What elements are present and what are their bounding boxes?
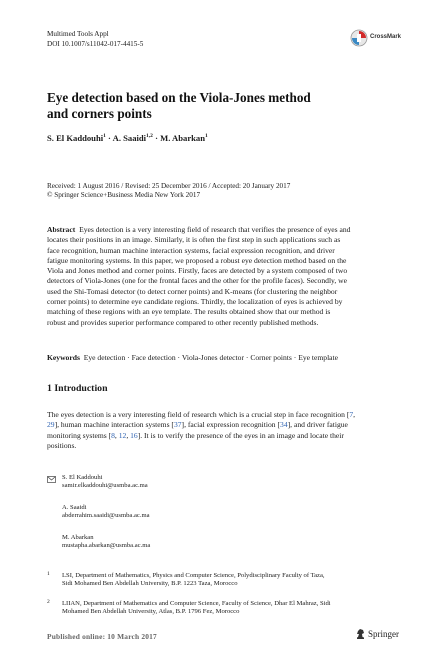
envelope-icon: [47, 476, 56, 483]
citation-link[interactable]: 37: [173, 420, 182, 430]
intro-text-fragment: ]. It is to verify the presence of the eyes in an image and locate their: [137, 430, 344, 440]
crossmark-badge[interactable]: [350, 27, 410, 49]
abstract-line: matching of these regions with an eye template. The results obtained show that our method is: [47, 307, 331, 317]
contact-entry: [62, 534, 150, 551]
author-list: [47, 133, 208, 143]
affiliation-line: Mohamed Ben Abdellah University, Atlas, B.P. 1796 Fez, Morocco: [62, 608, 240, 616]
abstract-label: Abstract: [47, 225, 76, 234]
journal-name: Multimed Tools Appl: [47, 30, 109, 38]
keywords-text: Eye detection · Face detection · Viola-Jones detector · Corner points · Eye template: [83, 353, 339, 362]
introduction-paragraph: [47, 410, 393, 451]
intro-text-fragment: ], facial expression recognition [: [181, 420, 281, 430]
contact-email[interactable]: samir.elkaddouhi@usmba.ac.ma: [62, 482, 148, 490]
intro-text-fragment: ,: [126, 430, 131, 440]
springer-logo: [355, 627, 415, 643]
abstract-line: robust and provides superior performance compared to other recently published methods.: [47, 317, 319, 327]
author-separator: ·: [108, 133, 111, 143]
author-affiliation-marker: 1,2: [146, 133, 153, 140]
citation-link[interactable]: 12: [118, 430, 127, 440]
chess-knight-icon: [355, 628, 366, 640]
intro-text-fragment: monitoring systems [: [47, 430, 112, 440]
title-line-1: Eye detection based on the Viola-Jones method: [47, 90, 311, 105]
crossmark-label: CrossMark: [370, 34, 402, 40]
affiliation-line: LSI, Department of Mathematics, Physics and Computer Science, Polydisciplinary Faculty of Taza,: [62, 572, 325, 579]
citation-link[interactable]: 8: [111, 430, 115, 440]
contact-name: S. El Kaddouhi: [62, 474, 103, 481]
contact-entry: [62, 504, 150, 521]
keywords-label: Keywords: [47, 353, 80, 362]
abstract-line: corner points) to determine eye candidate regions. Thirdly, the localization of eyes is achieved by: [47, 297, 343, 307]
title-line-2: and corners points: [47, 105, 152, 121]
contact-email[interactable]: mustapha.abarkan@usmba.ac.ma: [62, 542, 151, 550]
affiliation-line: Sidi Mohamed Ben Abdellah University, B.P. 1223 Taza, Morocco: [62, 580, 238, 588]
article-dates: Received: 1 August 2016 / Revised: 25 December 2016 / Accepted: 20 January 2017: [47, 182, 291, 190]
author-affiliation-marker: 1: [103, 133, 106, 140]
author-name: S. El Kaddouhi: [47, 133, 104, 143]
contact-entry: [62, 474, 148, 491]
intro-text-fragment: The eyes detection is a very interesting field of research which is a crucial step in face recognition [: [47, 410, 350, 419]
intro-text-fragment: ], human machine interaction systems [: [54, 420, 174, 430]
author-affiliation-marker: 1: [205, 133, 208, 140]
affiliation-number: 1: [47, 571, 50, 577]
contact-email[interactable]: abderrahim.saaidi@usmba.ac.ma: [62, 512, 150, 520]
citation-link[interactable]: 29: [47, 420, 55, 430]
keywords: [47, 353, 393, 363]
abstract-line: used the Shi-Tomasi detector (to detect corner points) and K-means (for clustering the neighbor: [47, 286, 338, 296]
abstract-line: locates their positions in an image. Similarly, it is often the first step in such applications such as: [47, 235, 341, 245]
citation-link[interactable]: 7: [349, 410, 354, 419]
author-name: M. Abarkan: [160, 133, 205, 143]
copyright-notice: © Springer Science+Business Media New York 2017: [47, 191, 201, 199]
publisher-name: Springer: [368, 629, 399, 639]
doi[interactable]: DOI 10.1007/s11042-017-4415-5: [47, 40, 144, 48]
abstract-line: Eyes detection is a very interesting field of research that verifies the presence of eyes and: [79, 225, 351, 234]
abstract-line: Viola and Jones method and corner points. Firstly, faces are detected by a system composed of two: [47, 266, 348, 276]
abstract-line: detectors of Viola-Jones (one for the frontal faces and the other for the profile faces). Secondly, we: [47, 276, 348, 286]
citation-link[interactable]: 16: [130, 430, 138, 440]
abstract-line: face recognition, human machine interaction systems, facial expression recognition, and driver: [47, 245, 335, 255]
crossmark-icon: [350, 29, 368, 47]
intro-text-fragment: ], and driver fatigue: [287, 420, 348, 430]
intro-text-fragment: ,: [353, 410, 356, 419]
affiliation-number: 2: [47, 599, 50, 605]
article-title: [47, 90, 377, 122]
intro-text-fragment: positions.: [47, 440, 77, 450]
affiliation-line: LIIAN, Department of Mathematics and Computer Science, Faculty of Science, Dhar El Mahraz, Sidi: [62, 600, 331, 607]
author-separator: ·: [155, 133, 158, 143]
section-heading: 1 Introduction: [47, 383, 108, 394]
contact-name: A. Saaidi: [62, 504, 87, 511]
abstract-line: fatigue monitoring systems. In this paper, we proposed a robust eye detection method based on the: [47, 255, 347, 265]
published-date: Published online: 10 March 2017: [47, 632, 157, 641]
author-name: A. Saaidi: [112, 133, 147, 143]
intro-text-fragment: ,: [114, 430, 119, 440]
contact-name: M. Abarkan: [62, 534, 94, 541]
citation-link[interactable]: 34: [280, 420, 288, 430]
abstract: [47, 225, 393, 328]
